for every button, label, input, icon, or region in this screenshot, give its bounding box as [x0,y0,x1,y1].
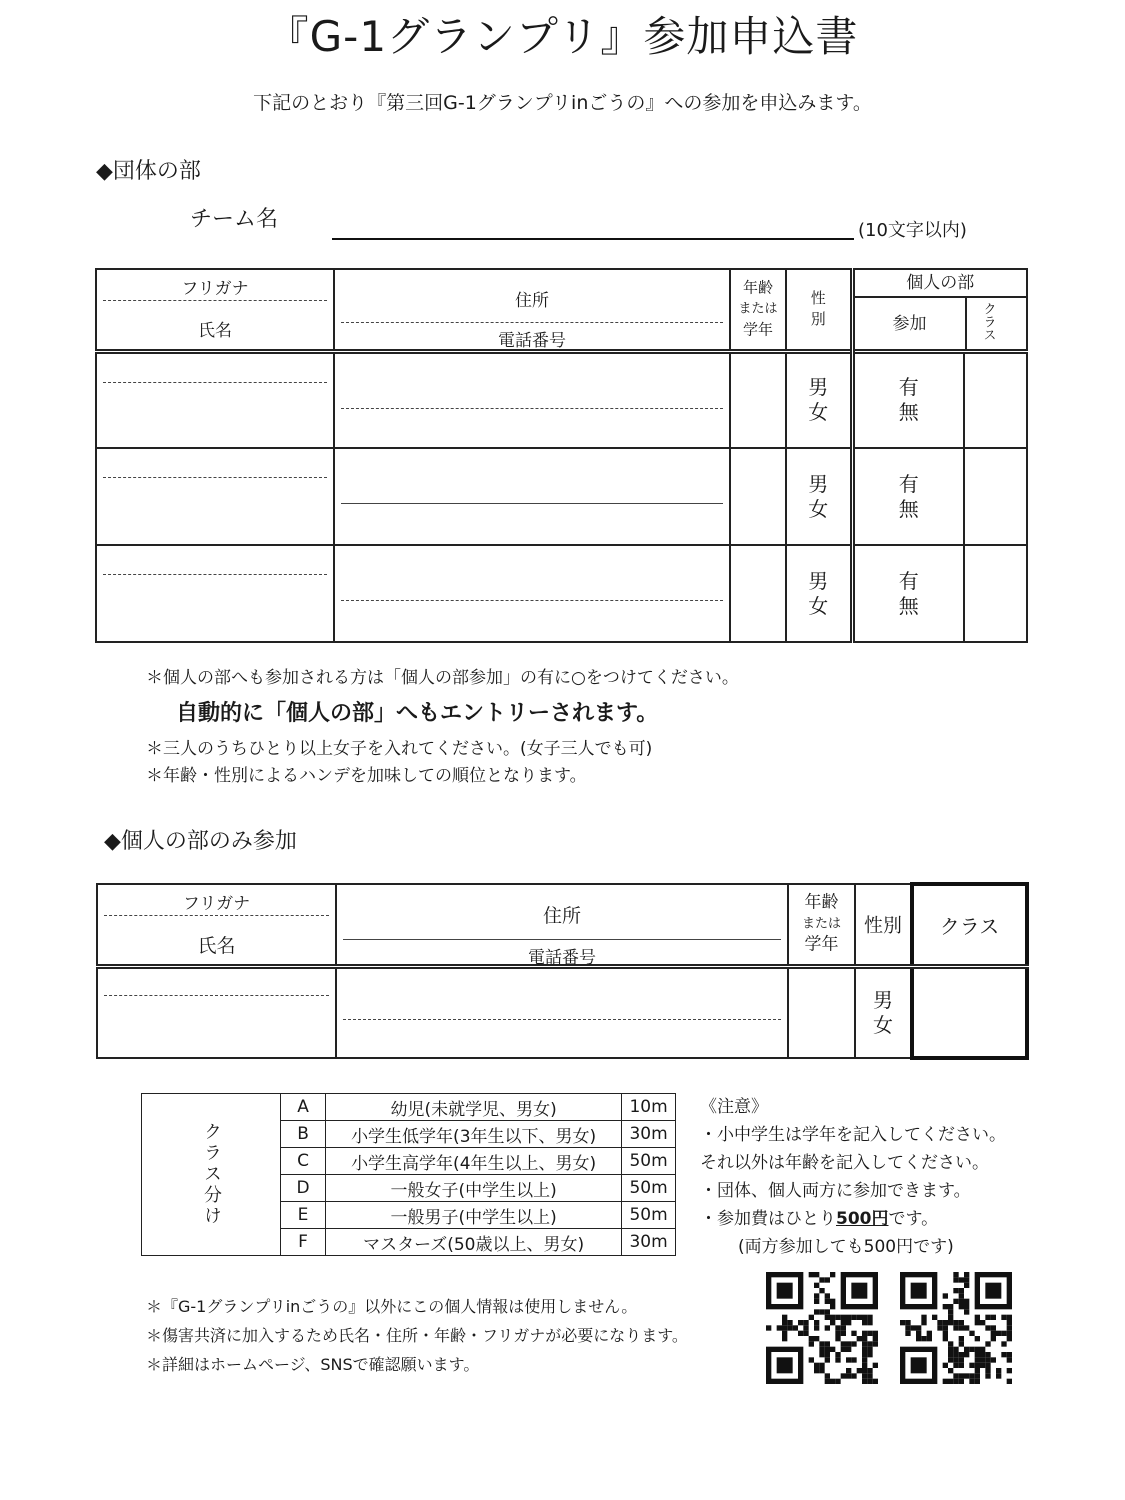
join-choice[interactable]: 有 無 [852,351,964,448]
sex-choice[interactable]: 男 女 [786,448,852,545]
header-address-cell [336,884,788,966]
individual-table-header [97,884,1027,966]
name-field[interactable] [96,351,334,448]
individual-section-heading: ◆個人の部のみ参加 [104,829,297,854]
sex-choice[interactable]: 男 女 [786,545,852,642]
header-address: 住所 [515,291,549,311]
class-code: A [281,1094,326,1121]
header-name: 氏名 [198,321,232,341]
header-name-cell [97,884,336,966]
bottom-note: ＊『G-1グランプリinごうの』以外にこの個人情報は使用しません。 [146,1297,638,1316]
join-choice[interactable]: 有 無 [852,545,964,642]
class-code: E [281,1202,326,1229]
team-note-4: ＊年齢・性別によるハンデを加味しての順位となります。 [146,766,587,786]
caution-fee: ・参加費はひとり500円です。 [700,1209,939,1229]
class-field[interactable] [964,448,1027,545]
header-furigana: フリガナ [181,279,249,299]
header-furigana: フリガナ [182,894,251,914]
header-class-cell [912,884,1027,966]
class-distance: 50m [622,1148,676,1175]
caution-line: ・団体、個人両方に参加できます。 [700,1181,971,1201]
name-field[interactable] [96,545,334,642]
header-individual: 個人の部 [855,270,1027,298]
class-description: 小学生高学年(4年生以上、男女) [326,1148,622,1175]
class-description: 一般男子(中学生以上) [326,1202,622,1229]
class-distance: 50m [622,1175,676,1202]
header-age-cell: 年齢 または 学年 [788,884,855,966]
qr-code-icon[interactable] [766,1272,878,1384]
team-name-field[interactable] [332,238,854,240]
header-age-cell: 年齢 または 学年 [730,269,786,351]
header-address: 住所 [542,905,581,927]
header-name: 氏名 [197,935,236,957]
caution-box [700,1093,1006,1261]
individual-row [97,966,1027,1058]
page-title: 『G-1グランプリ』参加申込書 [266,12,859,61]
class-description: 一般女子(中学生以上) [326,1175,622,1202]
team-row [96,545,1027,642]
caution-line: (両方参加しても500円です) [738,1237,954,1257]
intro-text: 下記のとおり『第三回G-1グランプリinごうの』への参加を申込みます。 [253,92,872,114]
name-field[interactable] [97,966,336,1058]
address-field[interactable] [334,448,730,545]
header-individual-cell [852,269,1027,351]
class-code: B [281,1121,326,1148]
sex-choice[interactable]: 男 女 [855,966,912,1058]
team-table-header [96,269,1027,351]
header-name-cell [96,269,334,351]
class-distance: 30m [622,1121,676,1148]
caution-heading: 《注意》 [700,1097,768,1117]
qr-code-icon[interactable] [900,1272,1012,1384]
name-field[interactable] [96,448,334,545]
team-note-3: ＊三人のうちひとり以上女子を入れてください。(女子三人でも可) [146,739,653,759]
class-field[interactable] [964,351,1027,448]
class-row [142,1094,676,1121]
class-distance: 50m [622,1202,676,1229]
bottom-note: ＊傷害共済に加入するため氏名・住所・年齢・フリガナが必要になります。 [146,1326,688,1345]
header-sex-cell: 性 別 [786,269,852,351]
bottom-notes [146,1292,688,1379]
class-table [141,1093,676,1256]
sex-choice[interactable]: 男 女 [786,351,852,448]
class-table-label: クラス分け [142,1094,281,1256]
header-phone: 電話番号 [528,948,596,968]
header-sex: 性別 [863,914,902,937]
age-field[interactable] [730,351,786,448]
class-description: 幼児(未就学児、男女) [326,1094,622,1121]
caution-line: ・小中学生は学年を記入してください。 [700,1125,1006,1145]
fee-amount: 500円 [836,1209,889,1229]
individual-table [96,882,1029,1060]
team-note-1: ＊個人の部へも参加される方は「個人の部参加」の有に○をつけてください。 [146,668,739,688]
header-age: 年齢 [742,278,773,297]
header-sex: 性 [810,289,826,308]
team-table [95,268,1028,643]
address-field[interactable] [334,545,730,642]
class-field[interactable] [964,545,1027,642]
class-description: 小学生低学年(3年生以下、男女) [326,1121,622,1148]
team-row [96,448,1027,545]
age-field[interactable] [730,448,786,545]
team-name-label: チーム名 [190,207,279,232]
header-address-cell [334,269,730,351]
class-distance: 10m [622,1094,676,1121]
header-class: クラス [980,302,996,341]
team-section-heading: ◆団体の部 [96,159,201,184]
header-join: 参加 [855,298,967,350]
class-description: マスターズ(50歳以上、男女) [326,1229,622,1256]
caution-line: それ以外は年齢を記入してください。 [700,1153,989,1173]
address-field[interactable] [336,966,788,1058]
team-name-note: (10文字以内) [858,220,967,241]
join-choice[interactable]: 有 無 [852,448,964,545]
bottom-note: ＊詳細はホームページ、SNSで確認願います。 [146,1355,480,1374]
header-sex-cell [855,884,912,966]
class-field[interactable] [912,966,1027,1058]
address-field[interactable] [334,351,730,448]
age-field[interactable] [730,545,786,642]
class-code: D [281,1175,326,1202]
team-note-2: 自動的に「個人の部」へもエントリーされます。 [176,701,659,726]
header-age: 年齢 [804,892,839,913]
class-code: C [281,1148,326,1175]
team-row [96,351,1027,448]
class-distance: 30m [622,1229,676,1256]
age-field[interactable] [788,966,855,1058]
header-phone: 電話番号 [498,331,566,351]
header-class: クラス [939,914,1000,939]
class-code: F [281,1229,326,1256]
